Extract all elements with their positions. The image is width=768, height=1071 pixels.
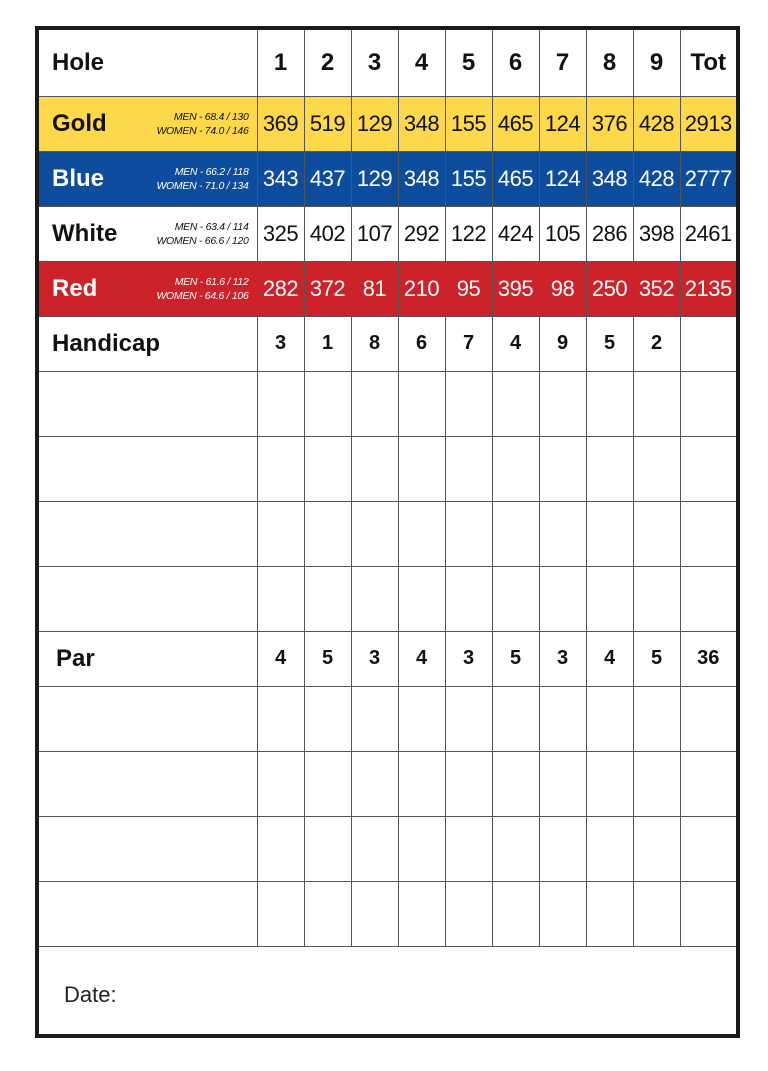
score-cell[interactable] [586, 816, 633, 881]
yardage-cell: 105 [539, 206, 586, 261]
hole-number: 8 [586, 30, 633, 96]
yardage-cell: 376 [586, 96, 633, 151]
hole-number: 4 [398, 30, 445, 96]
score-cell[interactable] [492, 371, 539, 436]
score-cell[interactable] [633, 881, 680, 946]
score-cell[interactable] [539, 436, 586, 501]
score-cell[interactable] [398, 566, 445, 631]
yardage-cell: 369 [257, 96, 304, 151]
score-total-cell[interactable] [680, 436, 736, 501]
handicap-cell: 5 [586, 316, 633, 371]
handicap-cell: 4 [492, 316, 539, 371]
score-cell[interactable] [351, 881, 398, 946]
score-cell[interactable] [351, 436, 398, 501]
yardage-cell: 124 [539, 96, 586, 151]
tee-name: Gold [52, 109, 107, 137]
hole-number: 3 [351, 30, 398, 96]
tee-name-cell [39, 96, 257, 151]
par-total: 36 [680, 631, 736, 686]
yardage-cell: 124 [539, 151, 586, 206]
score-cell[interactable] [445, 686, 492, 751]
score-cell[interactable] [539, 686, 586, 751]
scorecard-table [39, 30, 736, 1038]
score-total-cell[interactable] [680, 751, 736, 816]
score-cell[interactable] [351, 686, 398, 751]
hole-number: 2 [304, 30, 351, 96]
score-cell[interactable] [398, 371, 445, 436]
player-name-cell[interactable] [39, 751, 257, 816]
yardage-cell: 107 [351, 206, 398, 261]
player-name-cell[interactable] [39, 566, 257, 631]
score-cell[interactable] [586, 436, 633, 501]
handicap-label: Handicap [52, 329, 161, 357]
yardage-cell: 129 [351, 151, 398, 206]
player-name-cell[interactable] [39, 501, 257, 566]
handicap-cell: 3 [257, 316, 304, 371]
hole-number: 1 [257, 30, 304, 96]
score-row [39, 436, 736, 501]
score-cell[interactable] [445, 436, 492, 501]
date-field[interactable] [39, 946, 736, 1038]
yardage-total: 2461 [680, 206, 736, 261]
score-cell[interactable] [304, 686, 351, 751]
score-cell[interactable] [257, 371, 304, 436]
yardage-cell: 98 [539, 261, 586, 316]
score-cell[interactable] [398, 686, 445, 751]
handicap-cell: 1 [304, 316, 351, 371]
par-label: Par [56, 644, 95, 672]
score-cell[interactable] [398, 751, 445, 816]
tee-row-white [39, 206, 736, 261]
yardage-cell: 155 [445, 96, 492, 151]
scorecard [35, 26, 740, 1038]
score-cell[interactable] [539, 816, 586, 881]
score-cell[interactable] [398, 816, 445, 881]
yardage-cell: 402 [304, 206, 351, 261]
score-cell[interactable] [539, 881, 586, 946]
yardage-cell: 292 [398, 206, 445, 261]
women-rating: WOMEN - 66.6 / 120 [156, 234, 249, 247]
score-cell[interactable] [304, 816, 351, 881]
score-cell[interactable] [633, 686, 680, 751]
score-row [39, 566, 736, 631]
score-cell[interactable] [398, 436, 445, 501]
score-cell[interactable] [445, 371, 492, 436]
score-cell[interactable] [492, 566, 539, 631]
score-cell[interactable] [539, 371, 586, 436]
yardage-cell: 343 [257, 151, 304, 206]
par-cell: 5 [633, 631, 680, 686]
score-cell[interactable] [586, 566, 633, 631]
women-rating: WOMEN - 64.6 / 106 [156, 289, 249, 302]
par-cell: 4 [398, 631, 445, 686]
score-cell[interactable] [586, 686, 633, 751]
men-rating: MEN - 68.4 / 130 [173, 110, 249, 123]
women-rating: WOMEN - 74.0 / 146 [156, 124, 249, 137]
yardage-cell: 286 [586, 206, 633, 261]
tee-name: White [52, 219, 118, 247]
player-name-cell[interactable] [39, 816, 257, 881]
score-cell[interactable] [539, 501, 586, 566]
score-cell[interactable] [492, 751, 539, 816]
yardage-total: 2777 [680, 151, 736, 206]
score-row [39, 501, 736, 566]
yardage-cell: 155 [445, 151, 492, 206]
yardage-cell: 282 [257, 261, 304, 316]
yardage-cell: 81 [351, 261, 398, 316]
handicap-cell: 9 [539, 316, 586, 371]
yardage-cell: 348 [586, 151, 633, 206]
tee-row-gold [39, 96, 736, 151]
score-cell[interactable] [492, 881, 539, 946]
score-cell[interactable] [445, 566, 492, 631]
hole-number: 5 [445, 30, 492, 96]
yardage-cell: 122 [445, 206, 492, 261]
handicap-cell: 6 [398, 316, 445, 371]
tee-name-cell [39, 261, 257, 316]
score-row [39, 686, 736, 751]
yardage-cell: 325 [257, 206, 304, 261]
score-cell[interactable] [633, 501, 680, 566]
tee-ratings [156, 275, 248, 303]
score-cell[interactable] [586, 501, 633, 566]
score-cell[interactable] [351, 816, 398, 881]
handicap-cell: 2 [633, 316, 680, 371]
score-row [39, 816, 736, 881]
score-cell[interactable] [304, 371, 351, 436]
score-cell[interactable] [351, 501, 398, 566]
women-rating: WOMEN - 71.0 / 134 [156, 179, 249, 192]
score-cell[interactable] [257, 501, 304, 566]
par-cell: 3 [539, 631, 586, 686]
score-cell[interactable] [633, 751, 680, 816]
hole-header-row [39, 30, 736, 96]
player-name-cell[interactable] [39, 686, 257, 751]
par-cell: 3 [351, 631, 398, 686]
handicap-total [680, 316, 736, 371]
par-label-cell [39, 631, 257, 686]
score-cell[interactable] [633, 371, 680, 436]
hole-label: Hole [52, 48, 105, 76]
score-cell[interactable] [257, 686, 304, 751]
par-cell: 3 [445, 631, 492, 686]
yardage-cell: 428 [633, 151, 680, 206]
yardage-total: 2135 [680, 261, 736, 316]
tee-name: Red [52, 274, 98, 302]
handicap-row [39, 316, 736, 371]
score-cell[interactable] [304, 751, 351, 816]
yardage-cell: 348 [398, 96, 445, 151]
yardage-total: 2913 [680, 96, 736, 151]
hole-number: 9 [633, 30, 680, 96]
player-name-cell[interactable] [39, 881, 257, 946]
hole-number: 7 [539, 30, 586, 96]
yardage-cell: 352 [633, 261, 680, 316]
score-cell[interactable] [304, 501, 351, 566]
score-total-cell[interactable] [680, 686, 736, 751]
tee-row-red [39, 261, 736, 316]
score-cell[interactable] [304, 881, 351, 946]
date-label: Date: [64, 982, 117, 1007]
score-cell[interactable] [398, 501, 445, 566]
score-cell[interactable] [257, 816, 304, 881]
score-cell[interactable] [492, 816, 539, 881]
handicap-label-cell [39, 316, 257, 371]
score-row [39, 751, 736, 816]
yardage-cell: 465 [492, 151, 539, 206]
score-cell[interactable] [351, 566, 398, 631]
score-cell[interactable] [398, 881, 445, 946]
score-cell[interactable] [586, 751, 633, 816]
yardage-cell: 250 [586, 261, 633, 316]
hole-label-cell [39, 30, 257, 96]
tee-ratings [156, 110, 248, 138]
yardage-cell: 210 [398, 261, 445, 316]
score-cell[interactable] [633, 816, 680, 881]
score-cell[interactable] [492, 501, 539, 566]
tee-name: Blue [52, 164, 105, 192]
yardage-cell: 424 [492, 206, 539, 261]
score-cell[interactable] [586, 881, 633, 946]
score-cell[interactable] [257, 751, 304, 816]
score-total-cell[interactable] [680, 566, 736, 631]
yardage-cell: 437 [304, 151, 351, 206]
par-row [39, 631, 736, 686]
handicap-cell: 7 [445, 316, 492, 371]
score-cell[interactable] [539, 751, 586, 816]
score-cell[interactable] [633, 436, 680, 501]
score-cell[interactable] [445, 751, 492, 816]
tee-ratings [156, 220, 248, 248]
player-name-cell[interactable] [39, 436, 257, 501]
handicap-cell: 8 [351, 316, 398, 371]
score-row [39, 881, 736, 946]
tee-name-cell [39, 151, 257, 206]
yardage-cell: 348 [398, 151, 445, 206]
yardage-cell: 395 [492, 261, 539, 316]
yardage-cell: 519 [304, 96, 351, 151]
yardage-cell: 428 [633, 96, 680, 151]
score-cell[interactable] [445, 881, 492, 946]
score-total-cell[interactable] [680, 816, 736, 881]
par-cell: 5 [492, 631, 539, 686]
score-cell[interactable] [492, 686, 539, 751]
yardage-cell: 398 [633, 206, 680, 261]
total-label: Tot [680, 30, 736, 96]
par-cell: 4 [257, 631, 304, 686]
score-total-cell[interactable] [680, 371, 736, 436]
score-cell[interactable] [445, 501, 492, 566]
score-cell[interactable] [539, 566, 586, 631]
score-cell[interactable] [586, 371, 633, 436]
score-cell[interactable] [257, 436, 304, 501]
score-cell[interactable] [304, 566, 351, 631]
par-cell: 4 [586, 631, 633, 686]
par-cell: 5 [304, 631, 351, 686]
player-name-cell[interactable] [39, 371, 257, 436]
score-cell[interactable] [633, 566, 680, 631]
score-row [39, 371, 736, 436]
score-cell[interactable] [257, 881, 304, 946]
yardage-cell: 372 [304, 261, 351, 316]
men-rating: MEN - 63.4 / 114 [174, 220, 249, 233]
yardage-cell: 95 [445, 261, 492, 316]
tee-row-blue [39, 151, 736, 206]
score-cell[interactable] [351, 371, 398, 436]
men-rating: MEN - 61.6 / 112 [174, 275, 249, 288]
score-cell[interactable] [445, 816, 492, 881]
score-total-cell[interactable] [680, 881, 736, 946]
yardage-cell: 465 [492, 96, 539, 151]
score-cell[interactable] [257, 566, 304, 631]
yardage-cell: 129 [351, 96, 398, 151]
score-cell[interactable] [492, 436, 539, 501]
tee-name-cell [39, 206, 257, 261]
hole-number: 6 [492, 30, 539, 96]
date-row [39, 946, 736, 1038]
score-total-cell[interactable] [680, 501, 736, 566]
score-cell[interactable] [304, 436, 351, 501]
tee-ratings [156, 165, 248, 193]
score-cell[interactable] [351, 751, 398, 816]
men-rating: MEN - 66.2 / 118 [174, 165, 249, 178]
